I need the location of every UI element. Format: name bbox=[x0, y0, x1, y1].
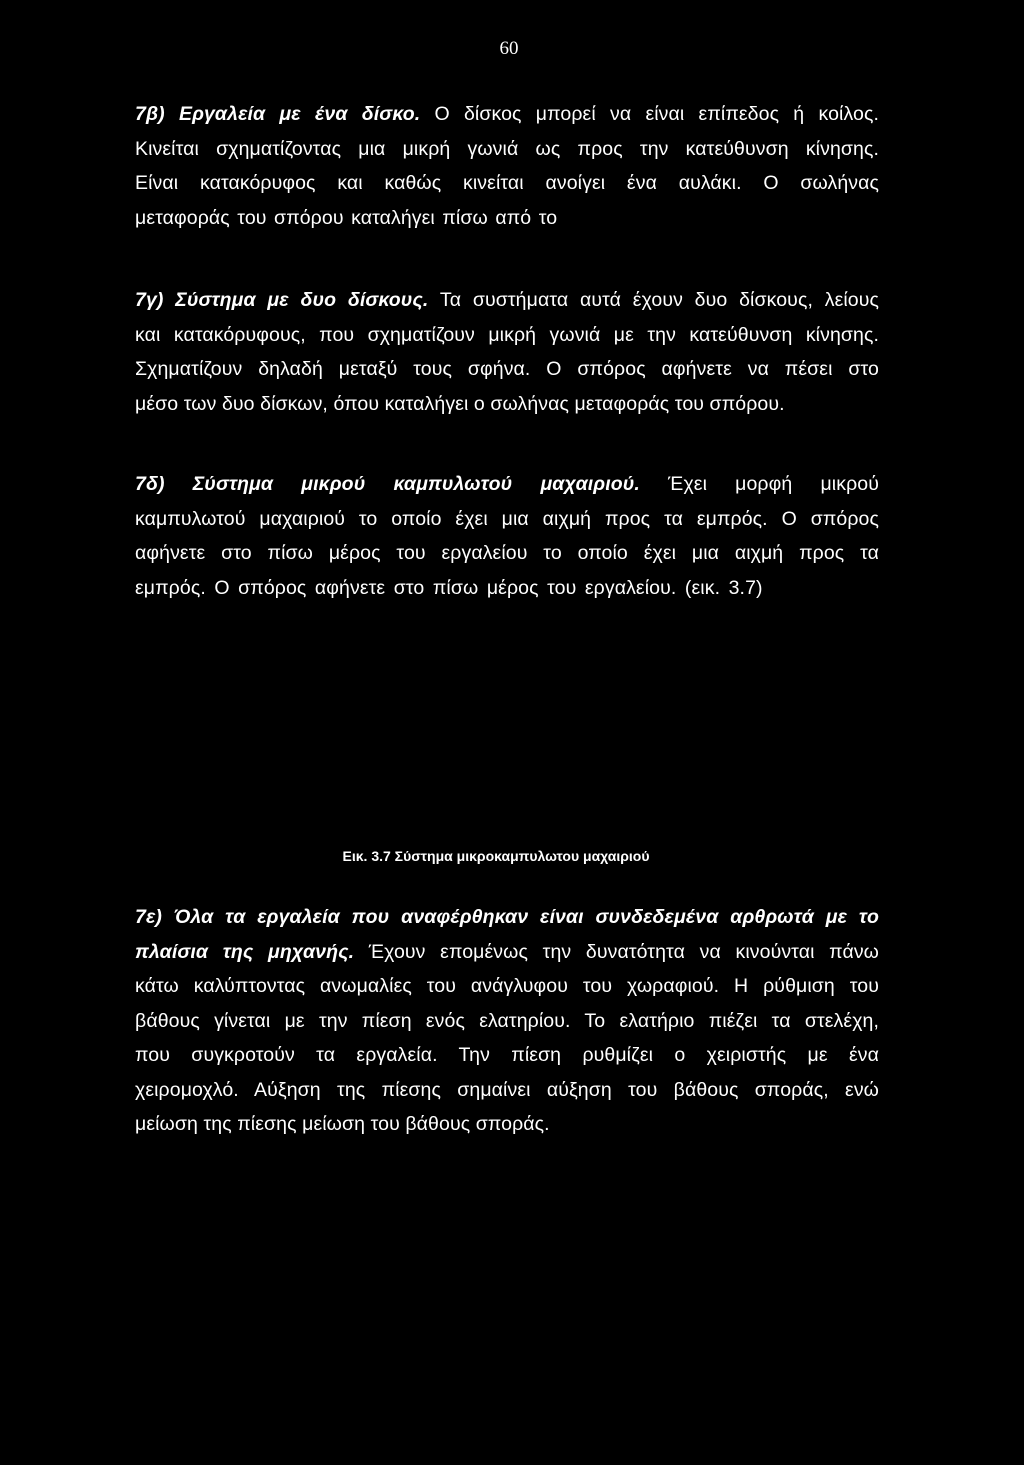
paragraph-line: καμπυλωτού μαχαιριού το οποίο έχει μια αιχμή προς τα εμπρός. Ο σπόρος bbox=[135, 507, 879, 530]
paragraph-line bbox=[135, 467, 879, 502]
paragraph-heading: 7β) Εργαλεία με ένα δίσκο. bbox=[135, 103, 421, 125]
paragraph-text: Έχουν επομένως την δυνατότητα να κινούνται πάνω bbox=[368, 940, 879, 963]
figure-caption: Εικ. 3.7 Σύστημα μικροκαμπυλωτου μαχαιριού bbox=[342, 848, 650, 864]
paragraph-line: χειρομοχλό. Αύξηση της πίεσης σημαίνει αύξηση του βάθους σποράς, ενώ bbox=[135, 1078, 879, 1101]
paragraph-line: βάθους γίνεται με την πίεση ενός ελατηρίου. Το ελατήριο πιέζει τα στελέχη, bbox=[135, 1009, 879, 1032]
paragraph-heading-line: 7ε) Όλα τα εργαλεία που αναφέρθηκαν είναι συνδεδεμένα αρθρωτά με το bbox=[135, 906, 879, 928]
paragraph-line: και κατακόρυφους, που σχηματίζουν μικρή γωνιά με την κατεύθυνση κίνησης. bbox=[135, 323, 879, 346]
paragraph-line: Κινείται σχηματίζοντας μια μικρή γωνιά ως προς την κατεύθυνση κίνησης. bbox=[135, 137, 879, 160]
paragraph-7e bbox=[135, 900, 879, 1142]
paragraph-heading: πλαίσια της μηχανής. bbox=[135, 940, 355, 963]
paragraph-line: μεταφοράς του σπόρου καταλήγει πίσω από το bbox=[135, 206, 558, 229]
paragraph-7d bbox=[135, 467, 879, 605]
paragraph-7g bbox=[135, 283, 879, 421]
paragraph-line: Σχηματίζουν δηλαδή μεταξύ τους σφήνα. Ο σπόρος αφήνετε να πέσει στο bbox=[135, 358, 879, 380]
page-number: 60 bbox=[499, 38, 519, 59]
paragraph-text: Ο δίσκος μπορεί να είναι επίπεδος ή κοίλος. bbox=[434, 103, 879, 125]
paragraph-line: κάτω καλύπτοντας ανωμαλίες του ανάγλυφου του χωραφιού. Η ρύθμιση του bbox=[135, 975, 879, 997]
paragraph-line: μέσο των δυο δίσκων, όπου καταλήγει ο σωλήνας μεταφοράς του σπόρου. bbox=[135, 392, 785, 415]
paragraph-heading: 7γ) Σύστημα με δυο δίσκους. bbox=[135, 289, 429, 311]
paragraph-line: μείωση της πίεσης μείωση του βάθους σποράς. bbox=[135, 1113, 550, 1135]
paragraph-7b bbox=[135, 97, 879, 235]
paragraph-line bbox=[135, 283, 879, 318]
paragraph-line: εμπρός. Ο σπόρος αφήνετε στο πίσω μέρος του εργαλείου. (εικ. 3.7) bbox=[135, 576, 763, 599]
paragraph-line bbox=[135, 935, 879, 970]
paragraph-line bbox=[135, 97, 879, 132]
paragraph-line: που συγκροτούν τα εργαλεία. Την πίεση ρυθμίζει ο χειριστής με ένα bbox=[135, 1044, 879, 1066]
paragraph-text: Τα συστήματα αυτά έχουν δυο δίσκους, λείους bbox=[439, 289, 879, 311]
paragraph-line: Είναι κατακόρυφος και καθώς κινείται ανοίγει ένα αυλάκι. Ο σωλήνας bbox=[135, 172, 879, 194]
paragraph-line: αφήνετε στο πίσω μέρος του εργαλείου το οποίο έχει μια αιχμή προς τα bbox=[135, 542, 879, 564]
paragraph-text: Έχει μορφή μικρού bbox=[668, 473, 879, 495]
paragraph-heading: 7δ) Σύστημα μικρού καμπυλωτού μαχαιριού. bbox=[135, 473, 640, 495]
